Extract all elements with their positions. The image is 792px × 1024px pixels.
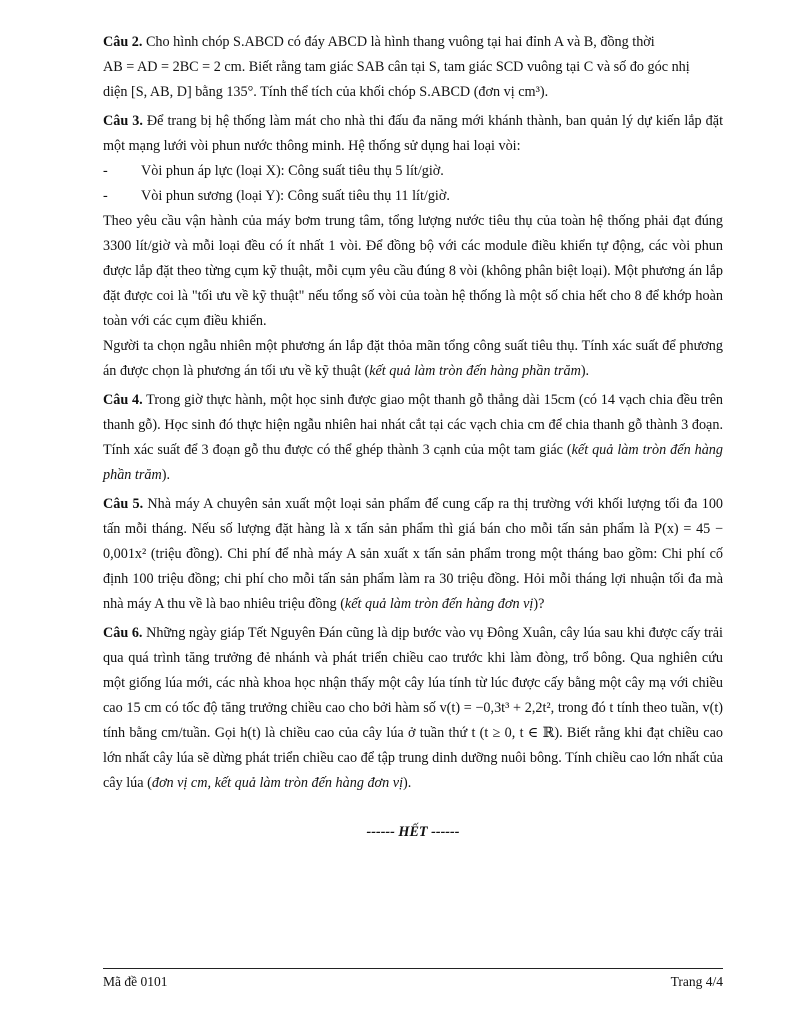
question-2-label: Câu 2. (103, 34, 143, 50)
question-6-text: Những ngày giáp Tết Nguyên Đán cũng là dịp bước vào vụ Đông Xuân, cây lúa sau khi được cấy trải qua quá trình tăng trưởng đẻ nhánh và phát triển chiều cao trước khi làm đòng, trổ bông. Qua nghiên cứu một giống lúa mới, các nhà khoa học nhận thấy một cây lúa tính từ lúc được cấy bằng một cây mạ với chiều cao 15 cm có tốc độ tăng trưởng chiều cao cho bởi hàm số v(t) = −0,3t³ + 2,2t², trong đó t tính theo tuần, v(t) tính bằng cm/tuần. Gọi h(t) là chiều cao của cây lúa ở tuần thứ t (t ≥ 0, t ∈ ℝ). Biết rằng khi đạt chiều cao lớn nhất cây lúa sẽ dừng phát triển chiều cao để tập trung dinh dưỡng nuôi bông. Tính chiều cao lớn nhất của cây lúa ( (103, 625, 723, 791)
question-2-line3: diện [S, AB, D] bằng 135°. Tính thể tích của khối chóp S.ABCD (đơn vị cm³). (103, 84, 549, 100)
question-2-line2: AB = AD = 2BC = 2 cm. Biết rằng tam giác SAB cân tại S, tam giác SCD vuông tại C và số đo góc nhị (103, 59, 690, 75)
question-3-intro: Để trang bị hệ thống làm mát cho nhà thi đấu đa năng mới khánh thành, ban quản lý dự kiến lắp đặt một mạng lưới vòi phun nước thông minh. Hệ thống sử dụng hai loại vòi: (103, 113, 724, 154)
exam-code: Mã đề 0101 (103, 974, 168, 989)
question-3-note: kết quả làm tròn đến hàng phần trăm (369, 363, 581, 379)
bullet-item: - Vòi phun sương (loại Y): Công suất tiêu thụ 11 lít/giờ. (103, 188, 450, 204)
question-6-note: đơn vị cm, kết quả làm tròn đến hàng đơn vị (151, 775, 404, 791)
question-2 (103, 30, 723, 105)
question-3 (103, 109, 723, 159)
question-3-end: ). (580, 363, 590, 379)
question-2-line1: Cho hình chóp S.ABCD có đáy ABCD là hình thang vuông tại hai đỉnh A và B, đồng thời (142, 34, 655, 50)
question-5-note: kết quả làm tròn đến hàng đơn vị (344, 596, 534, 612)
question-5 (103, 492, 723, 617)
question-5-text: Nhà máy A chuyên sản xuất một loại sản phẩm để cung cấp ra thị trường với khối lượng tối đa 100 tấn mỗi tháng. Nếu số lượng đặt hàng là x tấn sản phẩm thì giá bán cho mỗi tấn sản phẩm là P(x) = 45 − 0,001x² (triệu đồng). Chi phí để nhà máy A sản xuất x tấn sản phẩm trong một tháng bao gồm: Chi phí cố định 100 triệu đồng; chi phí cho mỗi tấn sản phẩm làm ra 30 triệu đồng. Hỏi mỗi tháng lợi nhuận tối đa mà nhà máy A thu về là bao nhiêu triệu đồng ( (103, 496, 724, 612)
question-4-end: ). (161, 467, 171, 483)
question-5-label: Câu 5. (103, 496, 144, 512)
question-6 (103, 621, 723, 796)
end-mark: ------ HẾT ------ (366, 824, 460, 840)
question-5-end: )? (533, 596, 545, 612)
question-3-para3 (103, 334, 723, 384)
question-3-para3-text: Người ta chọn ngẫu nhiên một phương án lắp đặt thỏa mãn tổng công suất tiêu thụ. Tính xác suất để phương án được chọn là phương án tối ưu về kỹ thuật ( (103, 338, 723, 379)
question-3-label: Câu 3. (103, 113, 143, 129)
bullet-item: - Vòi phun áp lực (loại X): Công suất tiêu thụ 5 lít/giờ. (103, 163, 444, 179)
exam-page (103, 30, 723, 841)
question-6-end: ). (403, 775, 412, 791)
bullet-text: Vòi phun áp lực (loại X): Công suất tiêu thụ 5 lít/giờ. (141, 163, 444, 179)
question-4-note: kết quả làm tròn đến hàng phần trăm (103, 442, 723, 483)
bullet-text: Vòi phun sương (loại Y): Công suất tiêu thụ 11 lít/giờ. (141, 188, 450, 204)
question-4-label: Câu 4. (103, 392, 143, 408)
question-4-text: Trong giờ thực hành, một học sinh được giao một thanh gỗ thẳng dài 15cm (có 14 vạch chia đều trên thanh gỗ). Học sinh đó thực hiện ngẫu nhiên hai nhát cắt tại các vạch chia cm để chia thanh gỗ thành 3 đoạn. Tính xác suất để 3 đoạn gỗ thu được có thể ghép thành 3 cạnh của một tam giác ( (103, 392, 723, 458)
question-4 (103, 388, 723, 488)
page-number: Trang 4/4 (670, 974, 723, 989)
question-3-para2: Theo yêu cầu vận hành của máy bơm trung tâm, tổng lượng nước tiêu thụ của toàn hệ thống phải đạt đúng 3300 lít/giờ và mỗi loại đều có ít nhất 1 vòi. Để đồng bộ với các module điều khiển tự động, các vòi phun được lắp đặt theo từng cụm kỹ thuật, mỗi cụm yêu cầu đúng 8 vòi (không phân biệt loại). Một phương án lắp đặt được coi là "tối ưu về kỹ thuật" nếu tổng số vòi của toàn hệ thống là một số chia hết cho 8 để khớp hoàn toàn với các cụm điều khiển. (103, 213, 723, 329)
page-footer (103, 968, 723, 990)
question-6-label: Câu 6. (103, 625, 143, 641)
